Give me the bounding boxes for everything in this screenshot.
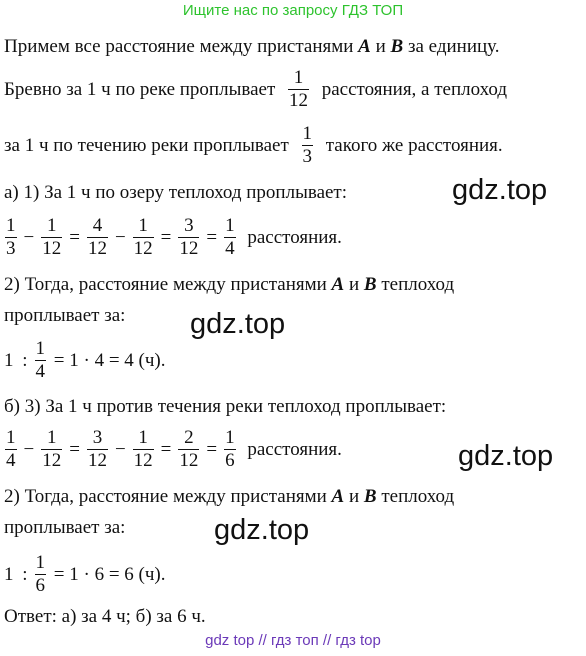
fraction xyxy=(224,216,236,259)
equation-4 xyxy=(4,553,166,596)
answer-text: Ответ: а) за 4 ч; б) за 6 ч. xyxy=(4,606,206,627)
fraction xyxy=(35,339,47,382)
text-segment: расстояния. xyxy=(247,438,342,460)
point-a-label: A xyxy=(331,274,345,295)
fraction xyxy=(87,428,108,471)
fraction-numerator: 1 xyxy=(35,338,46,359)
fraction-denominator: 3 xyxy=(6,238,16,259)
part-b-step-4-cont xyxy=(4,517,125,539)
fraction-denominator: 12 xyxy=(289,90,308,111)
fraction-numerator: 1 xyxy=(35,552,46,573)
fraction-denominator: 4 xyxy=(35,361,46,382)
operator: = xyxy=(160,226,172,248)
operator: − xyxy=(23,226,35,248)
operator: − xyxy=(114,226,126,248)
fraction xyxy=(224,428,236,471)
fraction xyxy=(178,428,199,471)
text-segment: а) 1) За 1 ч по озеру теплоход проплывает: xyxy=(4,182,348,203)
fraction xyxy=(133,428,154,471)
text-segment: 2) Тогда, расстояние между пристанями xyxy=(4,274,332,295)
text-segment: за единицу. xyxy=(403,36,500,57)
part-a-step-2-cont xyxy=(4,305,125,327)
bottom-banner: gdz top // гдз топ // гдз top xyxy=(205,632,381,649)
text-segment: б) 3) За 1 ч против течения реки теплоход проплывает: xyxy=(4,396,447,417)
fraction-numerator: 1 xyxy=(46,427,57,448)
text-segment: и xyxy=(344,274,364,295)
fraction xyxy=(41,428,62,471)
fraction-numerator: 2 xyxy=(184,427,194,448)
equation-2 xyxy=(4,339,166,382)
fraction xyxy=(288,68,309,111)
text-segment: расстояния. xyxy=(247,226,342,248)
part-a-step-2 xyxy=(4,274,454,296)
fraction-numerator: 1 xyxy=(225,215,235,236)
fraction-numerator: 3 xyxy=(92,427,103,448)
fraction-denominator: 12 xyxy=(42,450,62,471)
part-b-step-3 xyxy=(4,396,446,418)
text-segment: = 1 · 4 = 4 (ч). xyxy=(53,349,166,371)
fraction xyxy=(5,428,17,471)
text-segment: теплоход xyxy=(376,274,455,295)
fraction-denominator: 12 xyxy=(179,238,199,259)
number: 1 xyxy=(4,349,14,371)
text-segment: 2) Тогда, расстояние между пристанями xyxy=(4,486,332,507)
fraction-denominator: 4 xyxy=(225,238,235,259)
text-segment: расстояния, а теплоход xyxy=(321,78,508,100)
top-banner: Ищите нас по запросу ГДЗ ТОП xyxy=(182,2,404,19)
operator: = xyxy=(69,438,80,460)
operator: = xyxy=(69,226,80,248)
fraction-numerator: 1 xyxy=(6,427,16,448)
fraction-numerator: 1 xyxy=(293,67,304,88)
text-segment: проплывает за: xyxy=(4,517,126,538)
fraction-numerator: 3 xyxy=(184,215,194,236)
fraction xyxy=(87,216,108,259)
point-b-label: B xyxy=(363,274,377,295)
operator: − xyxy=(23,438,35,460)
intro-line-1 xyxy=(4,36,500,58)
answer-line xyxy=(4,606,206,628)
fraction-numerator: 1 xyxy=(302,123,312,144)
watermark: gdz.top xyxy=(214,514,310,546)
equation-1 xyxy=(2,216,342,259)
operator: : xyxy=(22,349,28,371)
fraction-numerator: 1 xyxy=(225,427,235,448)
fraction-denominator: 6 xyxy=(35,575,46,596)
fraction xyxy=(35,553,47,596)
operator: = xyxy=(206,226,218,248)
watermark: gdz.top xyxy=(190,308,286,340)
part-a-step-1 xyxy=(4,182,347,204)
text-segment: такого же расстояния. xyxy=(325,134,503,156)
operator: : xyxy=(22,563,28,585)
fraction-denominator: 12 xyxy=(133,238,153,259)
text-segment: и xyxy=(370,36,391,57)
fraction-denominator: 12 xyxy=(87,450,107,471)
text-segment: за 1 ч по течению реки проплывает xyxy=(4,134,289,156)
fraction xyxy=(5,216,17,259)
watermark: gdz.top xyxy=(452,174,548,206)
point-a-label: A xyxy=(331,486,345,507)
part-b-step-4 xyxy=(4,486,454,508)
text-segment: и xyxy=(344,486,364,507)
operator: − xyxy=(114,438,126,460)
number: 1 xyxy=(4,563,14,585)
fraction xyxy=(133,216,154,259)
fraction-numerator: 1 xyxy=(138,427,148,448)
fraction-denominator: 12 xyxy=(87,238,107,259)
fraction-denominator: 12 xyxy=(133,450,153,471)
equation-3 xyxy=(2,428,342,471)
text-segment: проплывает за: xyxy=(4,305,126,326)
fraction-denominator: 12 xyxy=(42,238,62,259)
fraction-numerator: 1 xyxy=(138,215,148,236)
fraction-denominator: 12 xyxy=(179,450,199,471)
text-segment: = 1 · 6 = 6 (ч). xyxy=(53,563,166,585)
point-b-label: B xyxy=(390,36,404,57)
fraction-denominator: 6 xyxy=(225,450,235,471)
operator: = xyxy=(206,438,218,460)
point-b-label: B xyxy=(363,486,377,507)
fraction xyxy=(178,216,199,259)
text-segment: теплоход xyxy=(376,486,455,507)
fraction-numerator: 1 xyxy=(6,215,16,236)
fraction xyxy=(41,216,62,259)
operator: = xyxy=(160,438,172,460)
intro-line-2 xyxy=(4,68,507,111)
intro-line-3 xyxy=(4,124,503,167)
fraction-numerator: 4 xyxy=(92,215,103,236)
point-a-label: A xyxy=(358,36,371,57)
fraction-denominator: 3 xyxy=(302,146,312,167)
fraction-denominator: 4 xyxy=(6,450,16,471)
fraction-numerator: 1 xyxy=(46,215,57,236)
text-segment: Бревно за 1 ч по реке проплывает xyxy=(4,78,276,100)
fraction xyxy=(302,124,314,167)
watermark: gdz.top xyxy=(458,440,554,472)
text-segment: Примем все расстояние между пристанями xyxy=(4,36,359,57)
